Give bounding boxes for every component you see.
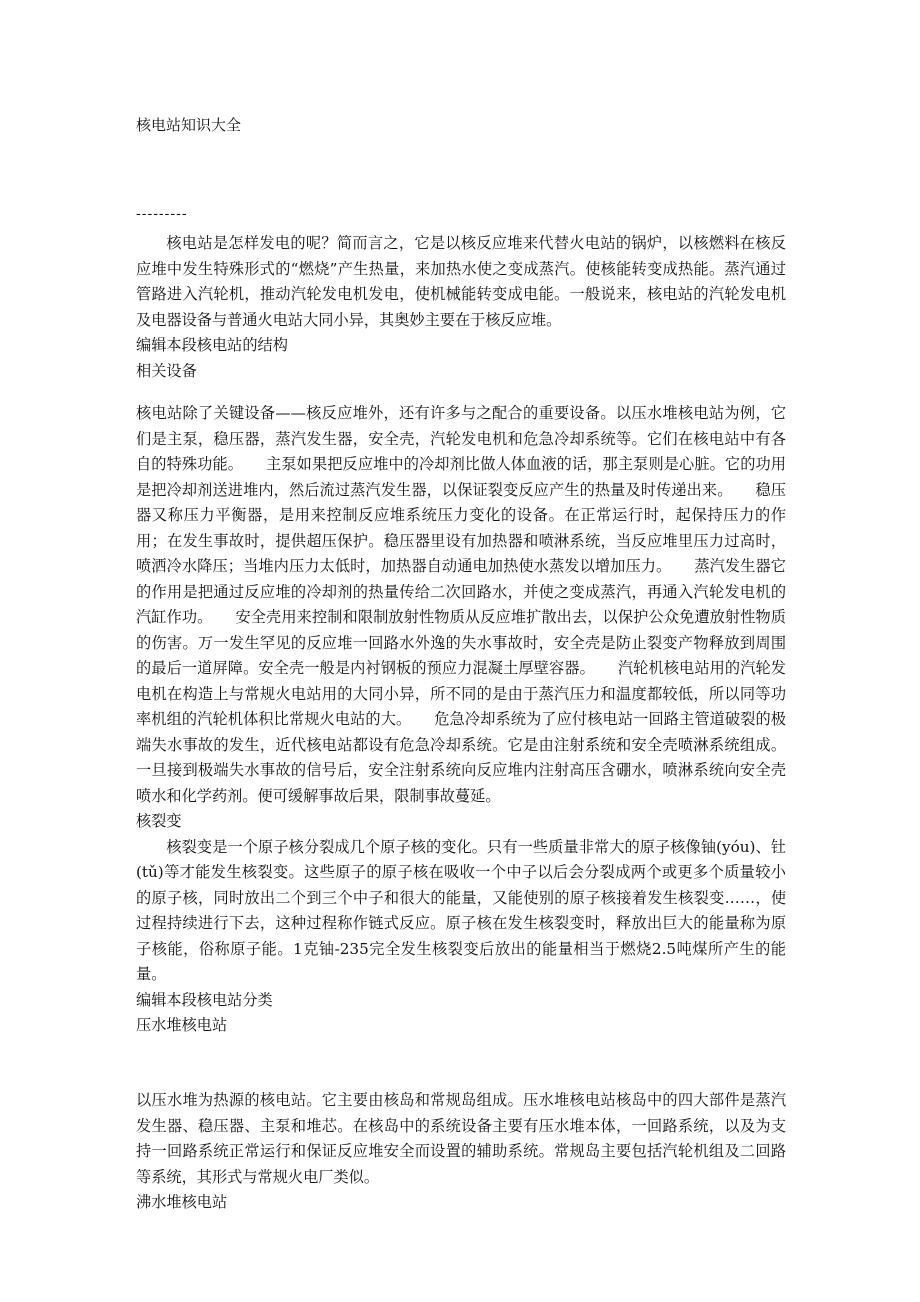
fission-paragraph: 核裂变是一个原子核分裂成几个原子核的变化。只有一些质量非常大的原子核像铀(yóu)、钍(tǔ)等才能发生核裂变。这些原子的原子核在吸收一个中子以后会分裂成两个或更多个质量较小的原子核，同时放出二个到三个中子和很大的能量，又能使别的原子核接着发生核裂变……，使过程持续进行下去，这种过程称作链式反应。原子核在发生核裂变时，释放出巨大的能量称为原子核能，俗称原子能。1克铀-235完全发生核裂变后放出的能量相当于燃烧2.5吨煤所产生的能量。 — [136, 837, 786, 983]
equipment-paragraph: 核电站除了关键设备——核反应堆外，还有许多与之配合的重要设备。以压水堆核电站为例，它们是主泵，稳压器，蒸汽发生器，安全壳，汽轮发电机和危急冷却系统等。它们在核电站中有各自的特殊功能。 主泵如果把反应堆中的冷却剂比做人体血液的话，那主泵则是心脏。它的功用是把冷却剂送进堆内，然后流过蒸汽发生器，以保证裂变反应产生的热量及时传递出来。 稳压器又称压力平衡器，是用来控制反应堆系统压力变化的设备。在正常运行时，起保持压力的作用；在发生事故时，提供超压保护。稳压器里设有加热器和喷淋系统，当反应堆里压力过高时，喷洒冷水降压；当堆内压力太低时，加热器自动通电加热使水蒸发以增加压力。 蒸汽发生器它的作用是把通过反应堆的冷却剂的热量传给二次回路水，并使之变成蒸汽，再通入汽轮发电机的汽缸作功。 安全壳用来控制和限制放射性物质从反应堆扩散出去，以保护公众免遭放射性物质的伤害。万一发生罕见的反应堆一回路水外逸的失水事故时，安全壳是防止裂变产物释放到周围的最后一道屏障。安全壳一般是内衬钢板的预应力混凝土厚壁容器。 汽轮机核电站用的汽轮发电机在构造上与常规火电站用的大同小异，所不同的是由于蒸汽压力和温度都较低，所以同等功率机组的汽轮机体积比常规火电站的大。 危急冷却系统为了应付核电站一回路主管道破裂的极端失水事故的发生，近代核电站都设有危急冷却系统。它是由注射系统和安全壳喷淋系统组成。一旦接到极端失水事故的信号后，安全注射系统向反应堆内注射高压含硼水，喷淋系统向安全壳喷水和化学药剂。便可缓解事故后果，限制事故蔓延。 — [136, 404, 786, 805]
intro-paragraph: 核电站是怎样发电的呢？简而言之，它是以核反应堆来代替火电站的锅炉，以核燃料在核反应堆中发生特殊形式的“燃烧”产生热量，来加热水使之变成蒸汽。使核能转变成热能。蒸汽通过管路进入汽轮机，推动汽轮发电机发电，使机械能转变成电能。一般说来，核电站的汽轮发电机及电器设备与普通火电站大同小异，其奥妙主要在于核反应堆。 — [136, 234, 786, 329]
section-heading-structure: 编辑本段核电站的结构 — [136, 336, 288, 354]
subheading-pwr: 压水堆核电站 — [136, 1016, 228, 1034]
equipment-section — [136, 401, 786, 1039]
pwr-section — [136, 1088, 786, 1216]
subheading-fission: 核裂变 — [136, 812, 182, 830]
intro-section — [136, 231, 786, 384]
subheading-equipment: 相关设备 — [136, 361, 197, 380]
document-title: 核电站知识大全 — [136, 116, 242, 134]
section-heading-classification: 编辑本段核电站分类 — [136, 990, 273, 1009]
subheading-bwr: 沸水堆核电站 — [136, 1193, 228, 1211]
separator-line: --------- — [136, 206, 188, 222]
pwr-paragraph: 以压水堆为热源的核电站。它主要由核岛和常规岛组成。压水堆核电站核岛中的四大部件是蒸汽发生器、稳压器、主泵和堆芯。在核岛中的系统设备主要有压水堆本体，一回路系统，以及为支持一回路系统正常运行和保证反应堆安全而设置的辅助系统。常规岛主要包括汽轮机组及二回路等系统，其形式与常规火电厂类似。 — [136, 1091, 786, 1186]
